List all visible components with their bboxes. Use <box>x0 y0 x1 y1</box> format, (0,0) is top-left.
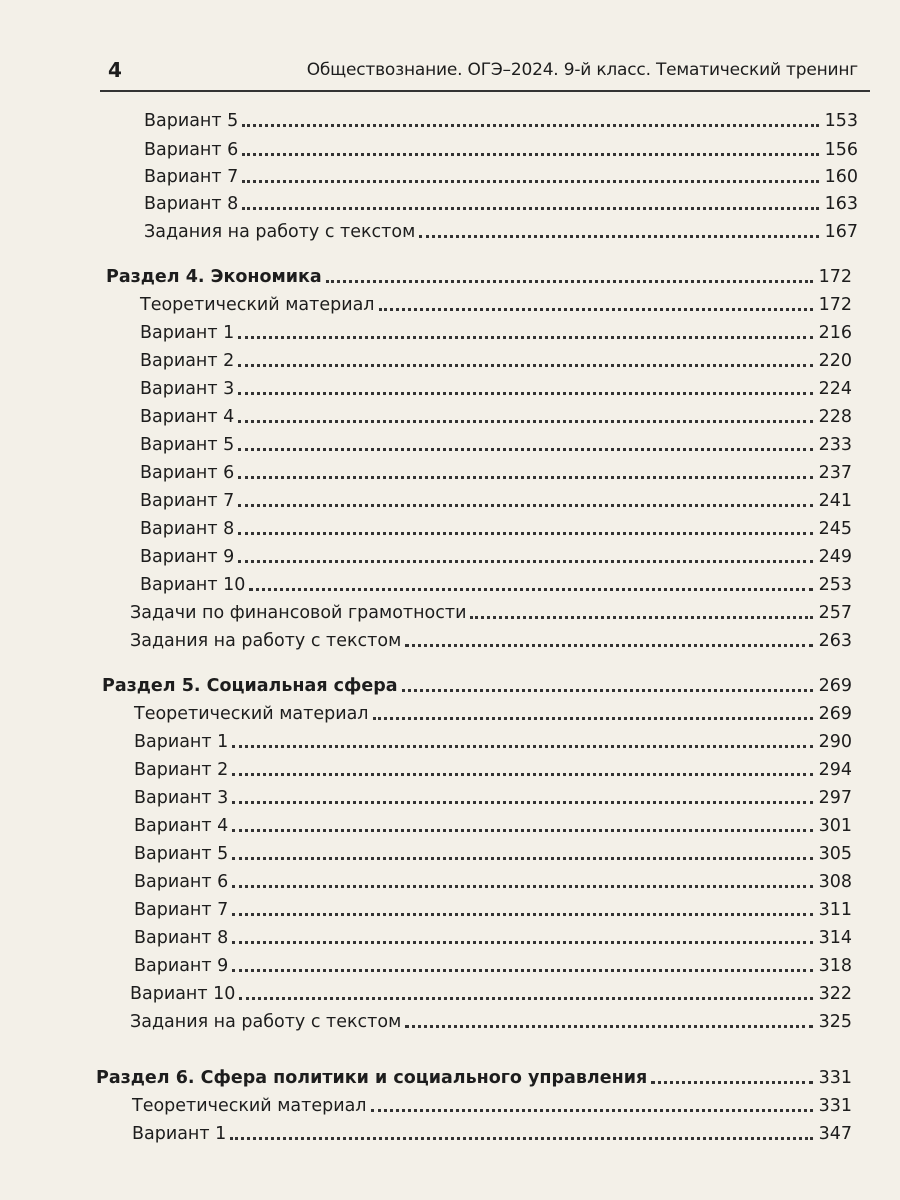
toc-entry-title: Вариант 8 <box>140 519 235 539</box>
toc-item-row <box>140 568 852 596</box>
toc-item-row <box>134 697 852 725</box>
toc-entry-title: Вариант 1 <box>134 732 229 752</box>
toc-item-row <box>130 1005 852 1033</box>
toc-entry-title: Теоретический материал <box>134 704 369 724</box>
toc-page-number: 294 <box>818 760 852 780</box>
toc-entry-title: Вариант 1 <box>140 323 235 343</box>
toc-entry-title: Вариант 9 <box>140 547 235 567</box>
toc-entry-title: Вариант 5 <box>134 844 229 864</box>
dot-leader <box>242 123 818 127</box>
dot-leader <box>402 688 813 692</box>
toc-page-number: 167 <box>824 222 858 242</box>
page-number: 4 <box>108 58 122 82</box>
toc-item-row <box>130 977 852 1005</box>
toc-item-row <box>134 921 852 949</box>
toc-entry-title: Задания на работу с текстом <box>130 631 402 651</box>
toc-item-row <box>134 809 852 837</box>
toc-page-number: 172 <box>818 295 852 315</box>
toc-item-row <box>140 400 852 428</box>
dot-leader <box>232 940 812 944</box>
toc-page-number: 160 <box>824 167 858 187</box>
toc-item-row <box>134 837 852 865</box>
dot-leader <box>232 800 812 804</box>
toc-page-number: 331 <box>818 1068 852 1088</box>
dot-leader <box>238 419 812 423</box>
toc-item-row <box>134 949 852 977</box>
toc-page-number: 269 <box>818 676 852 696</box>
toc-item-row <box>144 160 858 188</box>
toc-entry-title: Задания на работу с текстом <box>144 222 416 242</box>
toc-item-row <box>130 596 852 624</box>
toc-page-number: 257 <box>818 603 852 623</box>
toc-item-row <box>140 484 852 512</box>
toc-page-number: 228 <box>818 407 852 427</box>
dot-leader <box>238 559 812 563</box>
toc-item-row <box>134 781 852 809</box>
toc-page-number: 325 <box>818 1012 852 1032</box>
dot-leader <box>419 234 818 238</box>
toc-page-number: 233 <box>818 435 852 455</box>
dot-leader <box>232 856 812 860</box>
toc-entry-title: Вариант 8 <box>144 194 239 214</box>
toc-entry-title: Вариант 10 <box>140 575 246 595</box>
dot-leader <box>373 716 813 720</box>
toc-entry-title: Вариант 7 <box>134 900 229 920</box>
toc-item-row <box>144 187 858 215</box>
dot-leader <box>238 531 812 535</box>
dot-leader <box>232 884 812 888</box>
toc-page-number: 156 <box>824 140 858 160</box>
toc-entry-title: Вариант 3 <box>134 788 229 808</box>
toc-page-number: 216 <box>818 323 852 343</box>
toc-entry-title: Задания на работу с текстом <box>130 1012 402 1032</box>
toc-entry-title: Вариант 2 <box>140 351 235 371</box>
toc-entry-title: Вариант 6 <box>140 463 235 483</box>
toc-section-row <box>106 260 852 288</box>
toc-page-number: 290 <box>818 732 852 752</box>
dot-leader <box>405 643 812 647</box>
dot-leader <box>371 1108 813 1112</box>
toc-entry-title: Раздел 5. Социальная сфера <box>102 676 398 696</box>
toc-page-number: 224 <box>818 379 852 399</box>
toc-section-row <box>102 669 852 697</box>
dot-leader <box>238 447 812 451</box>
toc-item-row <box>144 133 858 161</box>
toc-item-row <box>134 893 852 921</box>
toc-page-number: 263 <box>818 631 852 651</box>
toc-page-number: 241 <box>818 491 852 511</box>
toc-entry-title: Теоретический материал <box>132 1096 367 1116</box>
dot-leader <box>326 279 813 283</box>
page-header <box>100 56 870 92</box>
toc-item-row <box>144 104 858 132</box>
dot-leader <box>232 772 812 776</box>
dot-leader <box>242 179 818 183</box>
toc-page-number: 237 <box>818 463 852 483</box>
running-title: Обществознание. ОГЭ–2024. 9-й класс. Тематический тренинг <box>306 60 858 80</box>
toc-item-row <box>134 865 852 893</box>
toc-item-row <box>140 288 852 316</box>
toc-entry-title: Вариант 6 <box>144 140 239 160</box>
toc-page-number: 163 <box>824 194 858 214</box>
dot-leader <box>651 1080 812 1084</box>
toc-entry-title: Вариант 3 <box>140 379 235 399</box>
dot-leader <box>232 968 812 972</box>
toc-entry-title: Раздел 4. Экономика <box>106 267 322 287</box>
toc-entry-title: Вариант 5 <box>144 111 239 131</box>
toc-entry-title: Вариант 1 <box>132 1124 227 1144</box>
toc-entry-title: Вариант 7 <box>144 167 239 187</box>
toc-page-number: 301 <box>818 816 852 836</box>
toc-page-number: 269 <box>818 704 852 724</box>
toc-item-row <box>140 344 852 372</box>
toc-page-number: 322 <box>818 984 852 1004</box>
toc-item-row <box>140 428 852 456</box>
toc-page-number: 308 <box>818 872 852 892</box>
dot-leader <box>232 828 812 832</box>
toc-entry-title: Вариант 7 <box>140 491 235 511</box>
toc-item-row <box>140 316 852 344</box>
toc-item-row <box>140 540 852 568</box>
dot-leader <box>238 363 812 367</box>
toc-item-row <box>134 753 852 781</box>
toc-entry-title: Вариант 4 <box>140 407 235 427</box>
toc-page-number: 245 <box>818 519 852 539</box>
dot-leader <box>238 503 812 507</box>
dot-leader <box>470 615 812 619</box>
toc-page-number: 297 <box>818 788 852 808</box>
toc-page-number: 172 <box>818 267 852 287</box>
toc-page-number: 318 <box>818 956 852 976</box>
toc-item-row <box>132 1089 852 1117</box>
toc-item-row <box>140 372 852 400</box>
toc-item-row <box>132 1117 852 1145</box>
dot-leader <box>379 307 813 311</box>
toc-item-row <box>144 215 858 243</box>
toc-entry-title: Теоретический материал <box>140 295 375 315</box>
toc-entry-title: Вариант 8 <box>134 928 229 948</box>
dot-leader <box>239 996 812 1000</box>
dot-leader <box>405 1024 812 1028</box>
toc-entry-title: Вариант 9 <box>134 956 229 976</box>
dot-leader <box>230 1136 812 1140</box>
dot-leader <box>242 152 818 156</box>
toc-page-number: 220 <box>818 351 852 371</box>
toc-item-row <box>130 624 852 652</box>
toc-entry-title: Вариант 6 <box>134 872 229 892</box>
toc-page-number: 331 <box>818 1096 852 1116</box>
toc-item-row <box>134 725 852 753</box>
toc-entry-title: Задачи по финансовой грамотности <box>130 603 467 623</box>
toc-item-row <box>140 512 852 540</box>
dot-leader <box>249 587 812 591</box>
dot-leader <box>232 912 812 916</box>
toc-entry-title: Раздел 6. Сфера политики и социального управления <box>96 1068 648 1088</box>
toc-entry-title: Вариант 2 <box>134 760 229 780</box>
dot-leader <box>238 335 812 339</box>
toc-entry-title: Вариант 10 <box>130 984 236 1004</box>
dot-leader <box>238 391 812 395</box>
dot-leader <box>242 206 818 210</box>
toc-section-row <box>96 1061 852 1089</box>
toc-item-row <box>140 456 852 484</box>
toc-entry-title: Вариант 4 <box>134 816 229 836</box>
toc-page-number: 347 <box>818 1124 852 1144</box>
toc-page-number: 153 <box>824 111 858 131</box>
toc-page-number: 311 <box>818 900 852 920</box>
toc-page-number: 305 <box>818 844 852 864</box>
toc-page-number: 249 <box>818 547 852 567</box>
toc-page-number: 253 <box>818 575 852 595</box>
dot-leader <box>232 744 812 748</box>
dot-leader <box>238 475 812 479</box>
toc-entry-title: Вариант 5 <box>140 435 235 455</box>
toc-page-number: 314 <box>818 928 852 948</box>
